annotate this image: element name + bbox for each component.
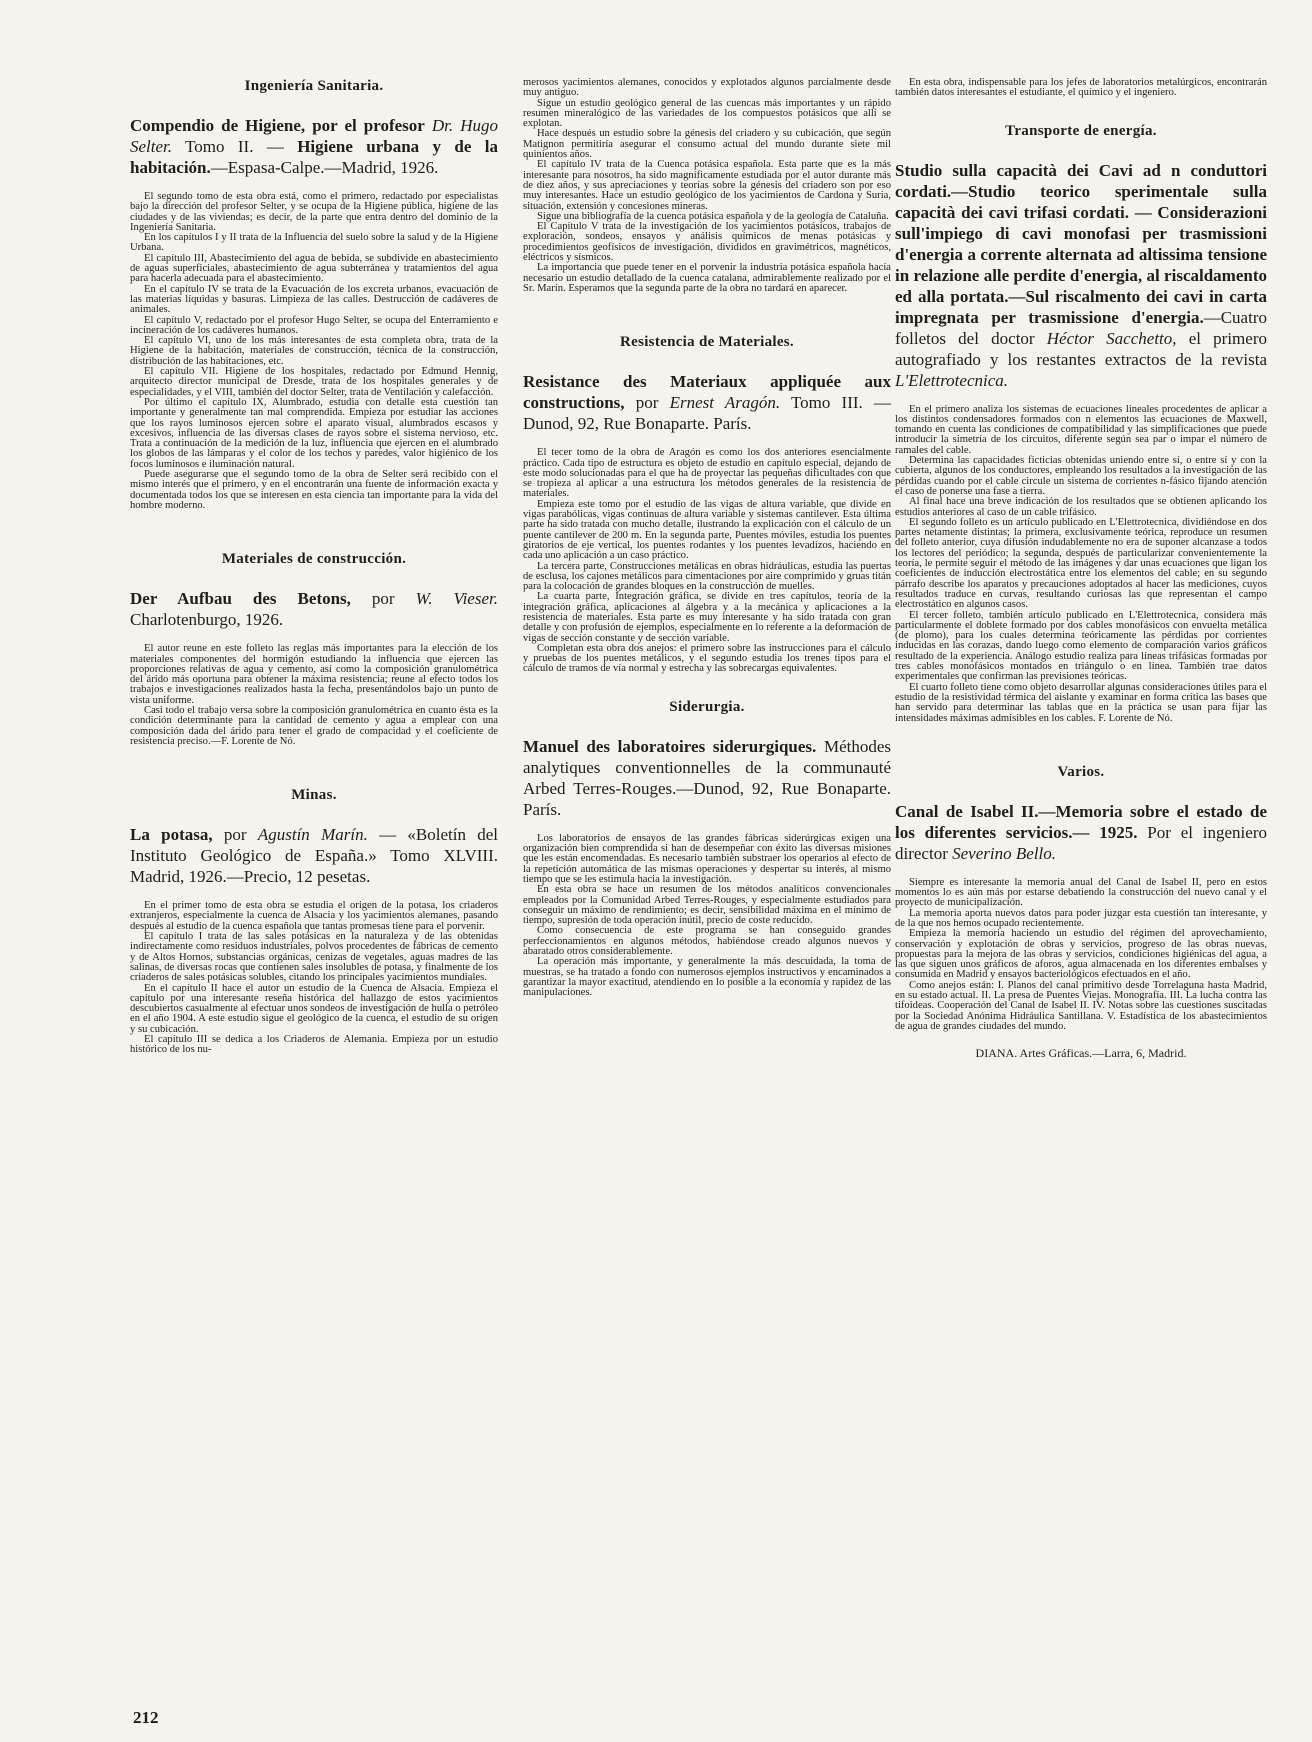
section-heading: Transporte de energía. [1005,122,1157,139]
review-cavi [895,123,1267,724]
review-body: En el primer tomo de esta obra se estudia el origen de la potasa, los criaderos extranjeros, especialmente la cuenca de Alsacia y los yacimientos alemanes, pasando después al estudio de la cuenca española que tantas promesas tiene para el porvenir. El capítulo I trata de las sales potásicas en la naturaleza y de las obtenidas indirectamente como residuos industriales, polvos procedentes de fábricas de cemento y de Altos Hornos, substancias orgánicas, cenizas de vegetales, aguas madres de las salinas, de diversas rocas que contienen sales insolubles de potasa, y finalmente de los criaderos de sales potásicas solubles, citando los principales yacimientos mundiales. En el capítulo II hace el autor un estudio de la Cuenca de Alsacia. Empieza el capítulo por una interesante reseña histórica del hallazgo de estos yacimientos descubiertos casualmente al efectuar unos sondeos de investigación de hulla o petróleo en el año 1904. A este estudio sigue el geológico de la cuenca, el estudio de su origen y su cubicación. El capítulo III se dedica a los Criaderos de Alemania. Empieza por un estudio histórico de los nu- [130,900,499,1056]
review-body: Los laboratorios de ensayos de las grandes fábricas siderúrgicas exigen una organización bien comprendida si han de desempeñar con éxito las diversas misiones que les están encomendadas. Es necesario también substraer los operarios al efecto de la repetición automática de las mismas operaciones y despertar su interés, al mismo tiempo que se les estimula hacia la investigación. En esta obra se hace un resumen de los métodos analíticos convencionales empleados por la Comunidad Arbed Terres-Rouges, y especialmente estudiados para conseguir un máximo de rendimiento; es decir, sensibilidad máxima en el mínimo de tiempo, supresión de toda operación inútil, precio de coste reducido. Como consecuencia de este programa se han conseguido grandes perfeccionamientos en algunos métodos, habiéndose creado algunos nuevos y abaratado otros considerablemente. La operación más importante, y generalmente la más descuidada, la toma de muestras, se ha tratado a fondo con numerosos ejemplos instructivos y encaminados a garantizar la mayor exactitud, atendiendo en lo posible a la economía y rapidez de las manipulaciones. [523,832,891,999]
review-body: Siempre es interesante la memoria anual del Canal de Isabel II, pero en estos momentos lo es aún más por estarse debatiendo la construcción del nuevo canal y el proyecto de municipalización. La memoria aporta nuevos datos para poder juzgar esta cuestión tan interesante, y de la que nos hemos ocupado recientemente. Empieza la memoria haciendo un estudio del régimen del aprovechamiento, conservación y explotación de obras y servicios, progreso de las obras nuevas, propuestas para la mejora de las obras y servicios, condiciones higiénicas del agua, a las que siguen unos gráficos de aforos, agua almacenada en los diferentes embalses y consumida en Madrid y ensayos bacteriológicos efectuados en el año. Como anejos están: I. Planos del canal primitivo desde Torrelaguna hasta Madrid, en su estado actual. II. La presa de Puentes Viejas. Monografía. III. La lucha contra las tifoideas. Cooperación del Canal de Isabel II. IV. Notas sobre las cuestiones suscitadas por la Sociedad Anónima Hidráulica Santillana. V. Estadística de los abastecimientos de agua de grandes ciudades del mundo. [895,876,1267,1032]
review-higiene [130,78,498,511]
review-canal [895,764,1267,1061]
review-body: El autor reune en este folleto las reglas más importantes para la elección de los materiales componentes del hormigón estudiando la influencia que ejercen las proporciones relativas de agua y cemento, así como la composición granulométrica del árido más oportuna para obtener la máxima resistencia; reune al efecto todos los trabajos e investigaciones realizados hasta la fecha, presentándolos bajo un punto de vista uniforme. Casi todo el trabajo versa sobre la composición granulométrica en cuanto ésta es la condición determinante para la cantidad de cemento y agua a emplear con una composición dada del árido para tener el grado de compacidad y el coeficiente de resistencia preciso.—F. Lorente de Nó. [130,643,498,747]
book-title: Compendio de Higiene, por el profesor Dr. Hugo Selter. Tomo II. — Higiene urbana y de la habitación.—Espasa-Calpe.—Madrid, 1926. [130,116,498,177]
column-1 [130,78,498,1056]
review-body: El tecer tomo de la obra de Aragón es como los dos anteriores esencialmente práctico. Cada tipo de estructura es objeto de estudio en capítulo especial, dejando de este modo solucionadas para el que ha de proyectar las pequeñas dificultades con que se tropieza al aplicar a una estructura los métodos generales de la resistencia de materiales. Empieza este tomo por el estudio de las vigas de altura variable, que divide en vigas parabólicas, vigas continuas de altura variable y sistemas cantilever. Esta última parte ha sido tratada con mucho detalle, ilustrando la explicación con el cálculo de un puente cantilever de 200 m. En la segunda parte, Puentes móviles, estudia los puentes giratorios de eje vertical, los puentes rodantes y los puentes levadizos, haciendo en cada uno aplicación a un caso práctico. La tercera parte, Construcciones metálicas en obras hidráulicas, estudia las puertas de esclusa, los cajones metálicos para cimentaciones por aire comprimido y gruas titán para la colocación de grandes bloques en la construcción de muelles. La cuarta parte, Integración gráfica, se divide en tres capítulos, teoría de la integración gráfica, aplicaciones al álgebra y a la mecánica y aplicaciones a la resistencia de materiales. Esta parte es muy interesante y ha sido tratada con gran detalle y con profusión de ejemplos, especialmente en lo referente a la deformación de vigas de sección constante y de sección variable. Completan esta obra dos anejos: el primero sobre las instrucciones para el cálculo y pruebas de los puentes metálicos, y el segundo estudia los trenes tipos para el cálculo de tramos de vía normal y estrecha y las sobrecargas equivalentes. [523,447,891,675]
column-3 [895,78,1267,1061]
section-heading: Resistencia de Materiales. [619,334,794,351]
book-title: Manuel des laboratoires siderurgiques. Méthodes analytiques conventionnelles de la communauté Arbed Terres-Rouges.—Dunod, 92, Rue Bonaparte. París. [523,736,891,819]
section-heading: Siderurgia. [669,698,745,715]
review-siderurgie [523,699,891,999]
review-potasa [130,787,498,1055]
review-potasa-continued: merosos yacimientos alemanes, conocidos y explotados algunos parcialmente desde muy antiguo. Sigue un estudio geológico general de las cuencas más importantes y un rápido resumen mineralógico de las variedades de los compuestos potásicos que allí se explotan. Hace después un estudio sobre la génesis del criadero y su cubicación, que según Matignon permitiría asegurar el consumo actual del mundo durante siete mil quinientos años. El capítulo IV trata de la Cuenca potásica española. Esta parte que es la más interesante para nosotros, ha sido magníficamente estudiada por el autor durante más de diez años, y sus apreciaciones y teorías sobre la génesis del criadero son por eso muy interesantes. Hace un estudio geológico de los yacimientos de Cardona y Suria, situación, extensión y concesiones mineras. Sigue una bibliografía de la cuenca potásica española y de la geología de Cataluña. El Capítulo V trata de la investigación de los yacimientos potásicos, trabajos de exploración, sondeos, ensayos y análisis químicos de menas potásicas y procedimientos geofísicos de investigación, divididos en gravimétricos, magnéticos, eléctricos y sísmicos. La importancia que puede tener en el porvenir la industria potásica española hacía necesario un estudio detallado de la cuenca catalana, admirablemente realizado por el Sr. Marín. Esperamos que la segunda parte de la obra no tardará en aparecer. [523,77,891,294]
book-title: Der Aufbau des Betons, por W. Vieser. Charlotenburgo, 1926. [130,589,498,630]
printer-imprint: DIANA. Artes Gráficas.—Larra, 6, Madrid. [975,1046,1187,1061]
section-heading: Minas. [291,787,337,804]
review-body: El segundo tomo de esta obra está, como el primero, redactado por especialistas bajo la dirección del profesor Selter, y se ocupa de la Higiene pública, higiene de las ciudades y de las viviendas; es decir, de la parte que entra dentro del dominio de la Ingeniería Sanitaria. En los capítulos I y II trata de la Influencia del suelo sobre la salud y de la Higiene Urbana. El capítulo III, Abastecimiento del agua de bebida, se subdivide en abastecimiento de aguas superficiales, abastecimiento de agua subterránea y tratamientos del agua para hacerla adecuada para el abastecimiento. En el capítulo IV se trata de la Evacuación de los excreta urbanos, evacuación de las materias líquidas y basuras. Limpieza de las calles. Destrucción de cadáveres de animales. El capítulo V, redactado por el profesor Hugo Selter, se ocupa del Enterramiento e incineración de los cadáveres humanos. El capítulo VI, uno de los más interesantes de esta completa obra, trata de la Higiene de la habitación, materiales de construcción, técnica de la construcción, distribución de las habitaciones, etc. El capítulo VII. Higiene de los hospitales, redactado por Edmund Hennig, arquitecto director municipal de Dresde, trata de los hospitales generales y de especialidades, y el VIII, también del doctor Selter, trata de Ventilación y calefacción. Por último el capítulo IX, Alumbrado, estudia con detalle esta cuestión tan importante y generalmente tan mal comprendida. Empieza por estudiar las acciones que los rayos luminosos ejercen sobre el aparato visual, alumbrados escasos y excesivos, influencia de las diversas clases de rayos sobre el sistema nervioso, etc. Trata a continuación de la medición de la luz, influencia que ejercen en el alumbrado los globos de las lámparas y el color de los techos y paredes, valor higiénico de los focos luminosos e iluminación natural. Puede asegurarse que el segundo tomo de la obra de Selter será recibido con el mismo interés que el primero, y en el encontrarán una fuente de información exacta y documentada todos los que se interesen en esta ciencia tan importante para la vida del hombre moderno. [130,191,498,511]
review-betons [130,551,498,747]
book-title: Resistance des Materiaux appliquée aux constructions, por Ernest Aragón. Tomo III. — Dunod, 92, Rue Bonaparte. París. [523,372,891,434]
review-siderurgie-continued: En esta obra, indispensable para los jefes de laboratorios metalúrgicos, encontrarán también datos interesantes el estudiante, el químico y el ingeniero. [895,77,1267,99]
book-title: Canal de Isabel II.—Memoria sobre el estado de los diferentes servicios.— 1925. Por el ingeniero director Severino Bello. [895,801,1267,863]
section-heading: Varios. [1057,763,1105,780]
review-resistance [523,334,891,675]
book-title: Studio sulla capacità dei Cavi ad n conduttori cordati.—Studio teorico sperimentale sulla capacità dei cavi trifasi cordati. — Considerazioni sull'impiego di cavi monofasi per trasmissioni d'energia a corrente alternata ad altissima tensione in relazione alle perdite d'energia, al riscaldamento ed alla portata.—Sul riscalmento dei cavi in carta impregnata per trasmissione d'energia.—Cuatro folletos del doctor Héctor Sacchetto, el primero autografiado y los restantes extractos de la revista L'Elettrotecnica. [895,160,1267,390]
page-number: 212 [133,1708,159,1727]
review-body: En el primero analiza los sistemas de ecuaciones lineales procedentes de aplicar a los distintos condensadores formados con n elementos las ecuaciones de Maxwell, tomando en cuenta las condiciones de compatibilidad y las simplificaciones que puede introducir la simetría de los circuitos, diferente según sea par o impar el número de ramales del cable. Determina las capacidades ficticias obtenidas uniendo entre sí, o entre sí y con la cubierta, algunos de los conductores, empleando los resultados a la investigación de las pérdidas cuando por el cable circule un sistema de corrientes n-fásico fijando atención el caso de ponerse una fase a tierra. Al final hace una breve indicación de los resultados que se obtienen aplicando los estudios anteriores al caso de un cable trifásico. El segundo folleto es un artículo publicado en L'Elettrotecnica, dividiéndose en dos partes netamente distintas; la primera, exclusivamente teórica, reproduce un resumen del folleto anterior, cuya difusión indudablemente no era de suponer alcanzase a todos los lectores del periódico; la segunda, después de particularizar convenientemente la teoría, le permite seguir el método de las imágenes y dar unas ecuaciones que ligan los coeficientes de inducción electrostática entre los elementos del cable; en su segundo párrafo describe los aparatos y precauciones adoptados al hacer las mediciones, cuyos resultados traduce en curvas, resultando curiosas las que representan el campo electrostático en algunos casos. El tercer folleto, también artículo publicado en L'Elettrotecnica, considera más particularmente el doblete formado por dos cables monofásicos con envuelta metálica (de plomo), para los cuales determina teóricamente las pérdidas por corrientes inducidas en las corazas, dando luego como elemento de comparación varios gráficos resultado de la experiencia. Análogo estudio realiza para líneas trifásicas formadas por tres cables monofásicos montados en triángulo o en línea. También trae datos experimentales que confirman las previsiones teóricas. El cuarto folleto tiene como objeto desarrollar algunas consideraciones útiles para el estudio de la resistividad térmica del aislante y examinar en forma crítica las bases que han servido para determinar las tablas que en la práctica se usan para fijar las intensidades máximas admisibles en los cables. F. Lorente de Nó. [895,403,1267,724]
column-2 [523,78,891,999]
book-title: La potasa, por Agustín Marín. — «Boletín del Instituto Geológico de España.» Tomo XLVIII. Madrid, 1926.—Precio, 12 pesetas. [130,825,498,887]
section-heading: Ingeniería Sanitaria. [244,78,384,94]
section-heading: Materiales de construcción. [221,551,407,568]
